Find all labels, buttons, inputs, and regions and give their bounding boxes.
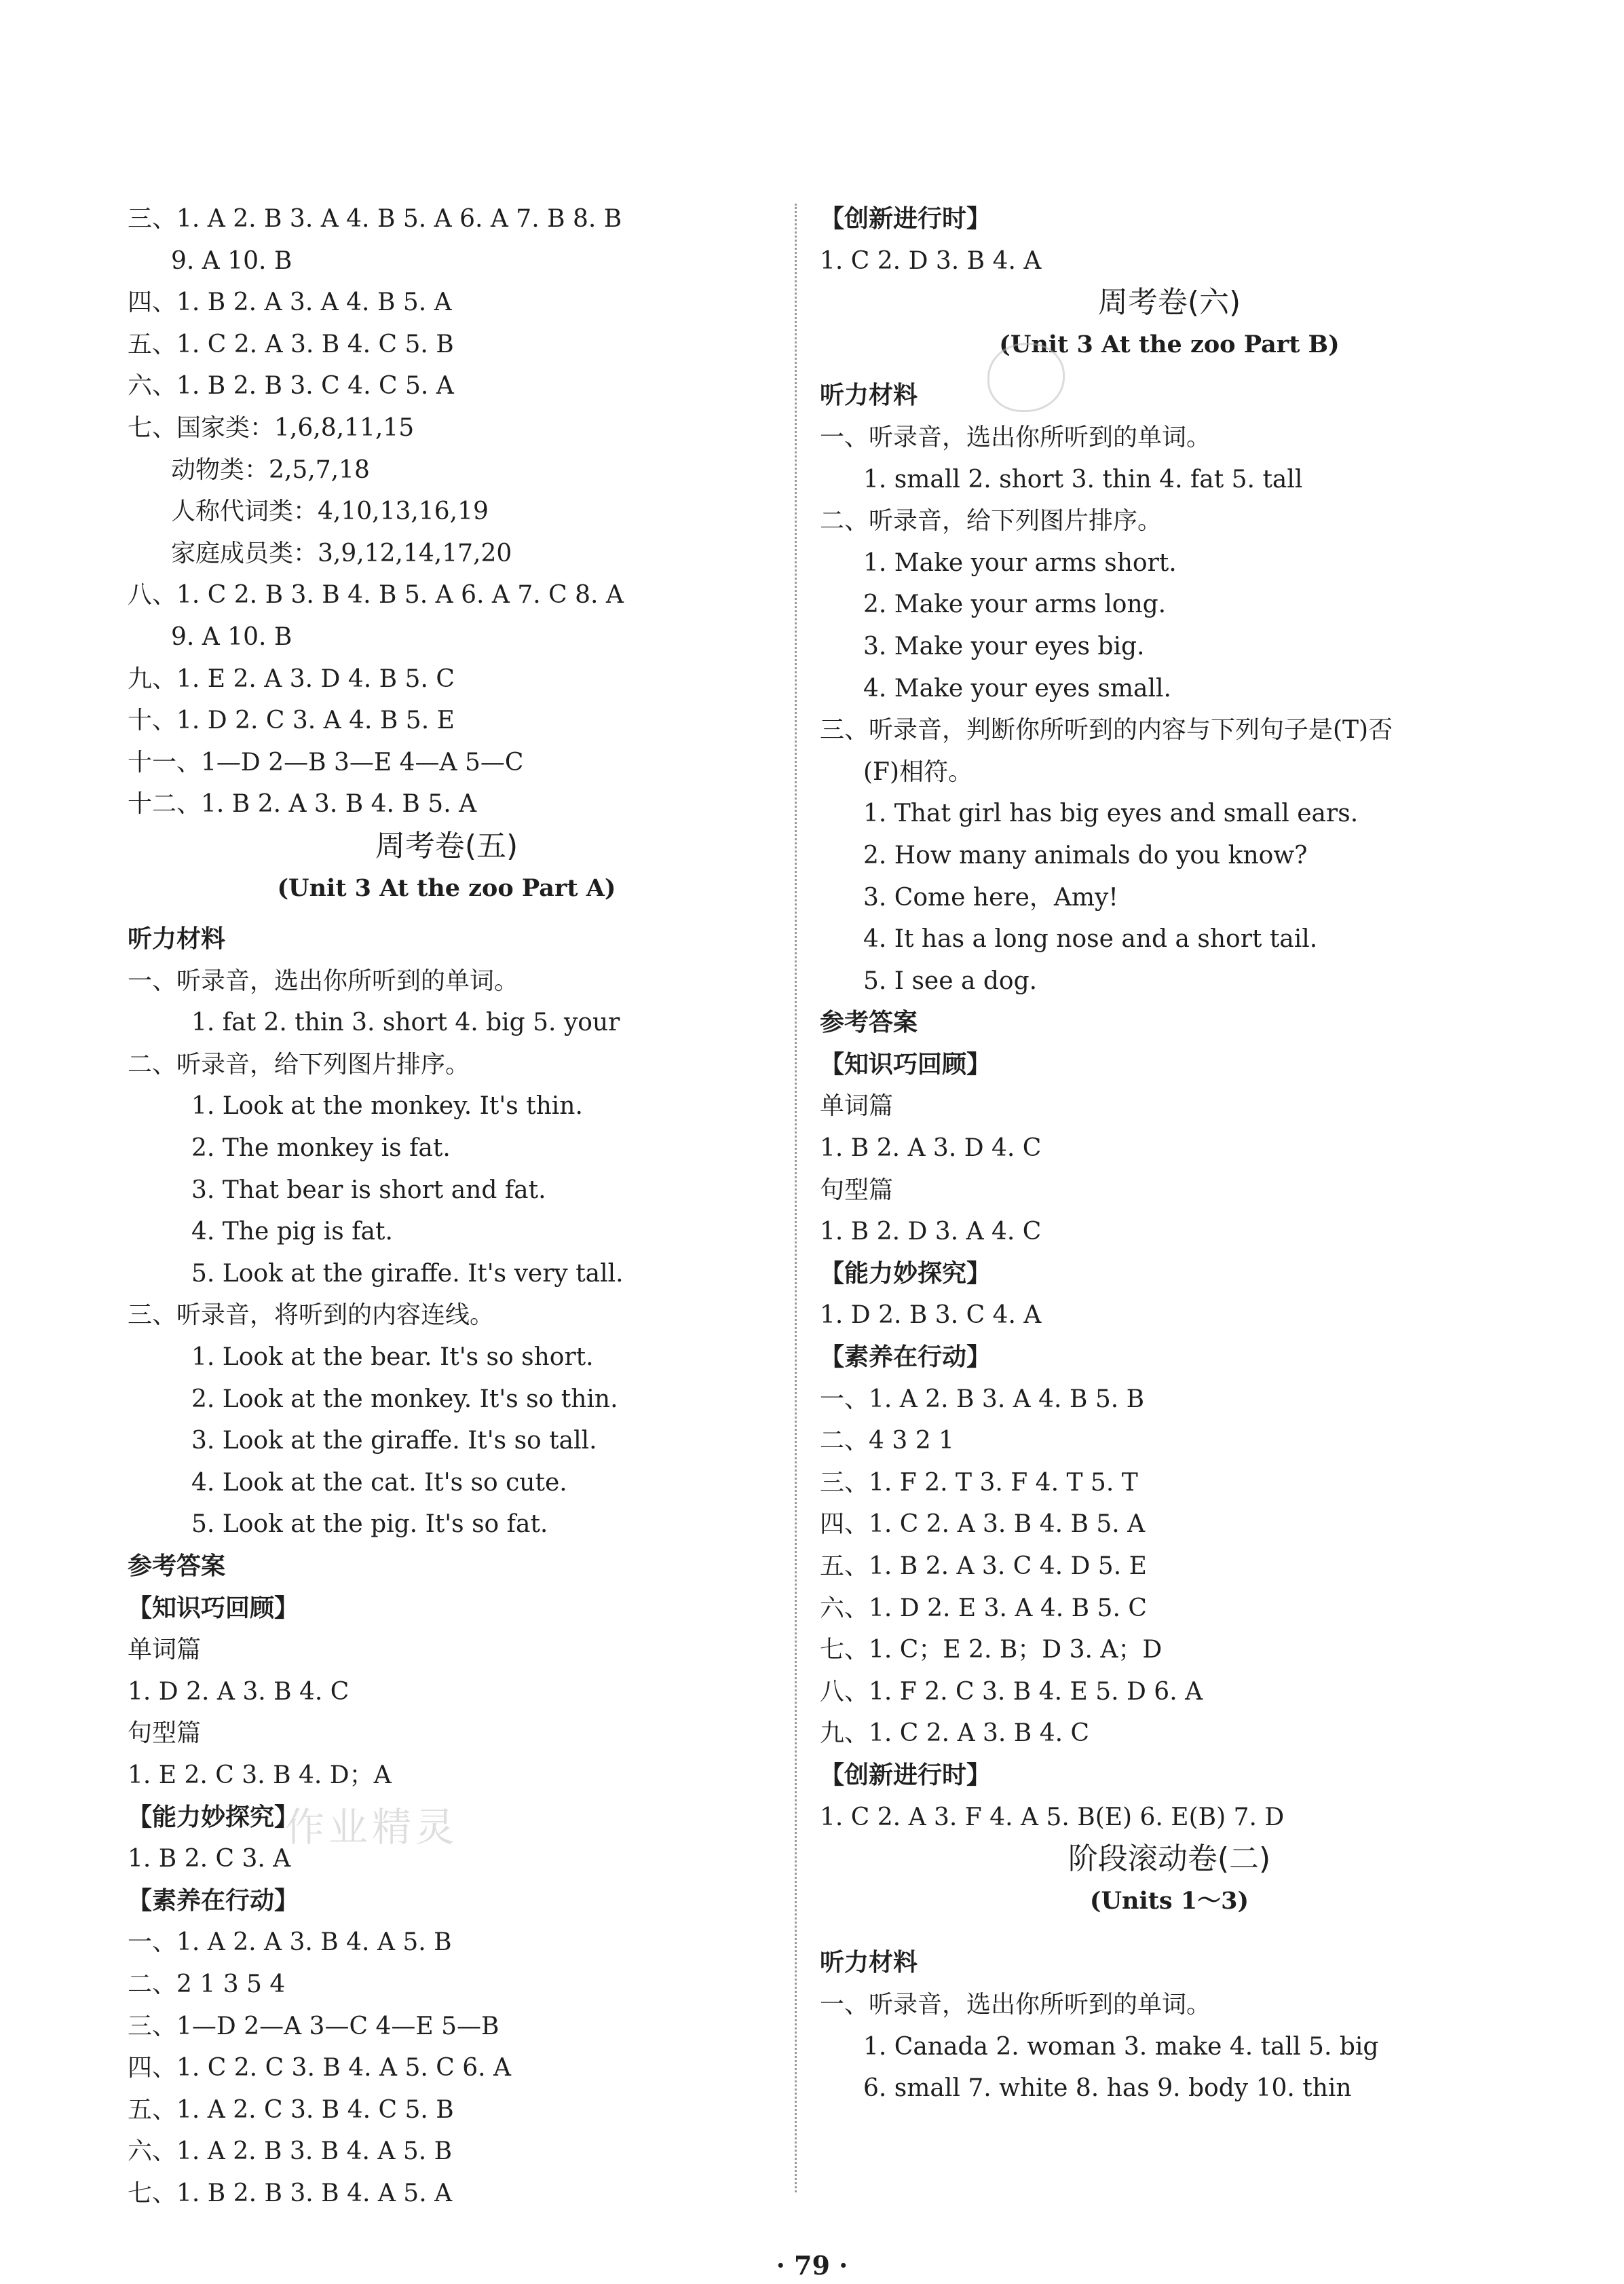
- right-line-12: 4. Make your eyes small.: [863, 674, 1171, 703]
- left-line-11: 九、1. E 2. A 3. D 4. B 5. C: [128, 664, 455, 693]
- right-line-30: 二、4 3 2 1: [820, 1427, 954, 1455]
- left-line-47: 六、1. A 2. B 3. B 4. A 5. B: [128, 2137, 453, 2166]
- left-line-18: 听力材料: [128, 925, 226, 954]
- right-line-31: 三、1. F 2. T 3. F 4. T 5. T: [820, 1468, 1138, 1497]
- left-line-16: (Unit 3 At the zoo Part A): [277, 874, 616, 902]
- right-line-2: 周考卷(六): [1097, 285, 1241, 320]
- left-line-2: 四、1. B 2. A 3. A 4. B 5. A: [128, 288, 452, 317]
- left-line-5: 七、国家类：1,6,8,11,15: [128, 413, 415, 442]
- right-line-8: 二、听录音，给下列图片排序。: [820, 507, 1163, 536]
- left-line-20: 1. fat 2. thin 3. short 4. big 5. your: [191, 1009, 620, 1037]
- left-line-40: 1. B 2. C 3. A: [128, 1845, 291, 1873]
- left-line-48: 七、1. B 2. B 3. B 4. A 5. A: [128, 2179, 453, 2207]
- right-line-19: 5. I see a dog.: [863, 967, 1038, 995]
- left-line-38: 1. E 2. C 3. B 4. D；A: [128, 1761, 392, 1789]
- right-line-29: 一、1. A 2. B 3. A 4. B 5. B: [820, 1385, 1145, 1413]
- left-line-34: 【知识巧回顾】: [128, 1594, 299, 1622]
- right-line-13: 三、听录音，判断你所听到的内容与下列句子是(T)否: [820, 716, 1393, 745]
- left-line-33: 参考答案: [128, 1552, 226, 1580]
- left-line-7: 人称代词类：4,10,13,16,19: [171, 498, 489, 526]
- right-line-22: 单词篇: [820, 1092, 894, 1121]
- right-line-0: 【创新进行时】: [820, 205, 992, 233]
- right-line-14: (F)相符。: [863, 757, 973, 786]
- left-line-35: 单词篇: [128, 1636, 202, 1664]
- left-line-6: 动物类：2,5,7,18: [171, 455, 370, 484]
- right-line-41: (Units 1～3): [1089, 1886, 1249, 1915]
- left-line-3: 五、1. C 2. A 3. B 4. C 5. B: [128, 330, 454, 358]
- left-line-19: 一、听录音，选出你所听到的单词。: [128, 967, 519, 995]
- page-number: · 79 ·: [776, 2250, 848, 2281]
- left-line-24: 3. That bear is short and fat.: [191, 1176, 546, 1204]
- left-line-12: 十、1. D 2. C 3. A 4. B 5. E: [128, 707, 455, 735]
- left-line-10: 9. A 10. B: [171, 622, 292, 651]
- right-column: [820, 198, 1519, 2110]
- right-line-34: 六、1. D 2. E 3. A 4. B 5. C: [820, 1594, 1147, 1622]
- left-line-42: 一、1. A 2. A 3. B 4. A 5. B: [128, 1928, 452, 1957]
- left-line-37: 句型篇: [128, 1719, 202, 1748]
- left-line-21: 二、听录音，给下列图片排序。: [128, 1050, 470, 1079]
- right-line-23: 1. B 2. A 3. D 4. C: [820, 1134, 1042, 1163]
- left-line-1: 9. A 10. B: [171, 246, 292, 275]
- right-line-27: 1. D 2. B 3. C 4. A: [820, 1301, 1042, 1330]
- left-line-43: 二、2 1 3 5 4: [128, 1970, 286, 1998]
- left-line-4: 六、1. B 2. B 3. C 4. C 5. A: [128, 372, 454, 400]
- column-divider: [795, 204, 797, 2192]
- right-line-42: [820, 1922, 1519, 1942]
- right-line-35: 七、1. C；E 2. B；D 3. A；D: [820, 1636, 1163, 1664]
- right-line-21: 【知识巧回顾】: [820, 1050, 992, 1079]
- right-line-44: 一、听录音，选出你所听到的单词。: [820, 1990, 1211, 2019]
- right-line-33: 五、1. B 2. A 3. C 4. D 5. E: [820, 1552, 1147, 1580]
- left-line-30: 3. Look at the giraffe. It's so tall.: [191, 1427, 597, 1455]
- right-line-16: 2. How many animals do you know?: [863, 841, 1308, 869]
- right-line-6: 一、听录音，选出你所听到的单词。: [820, 423, 1211, 451]
- right-line-10: 2. Make your arms long.: [863, 591, 1167, 619]
- left-line-32: 5. Look at the pig. It's so fat.: [191, 1510, 548, 1539]
- right-line-38: 【创新进行时】: [820, 1761, 992, 1789]
- right-line-25: 1. B 2. D 3. A 4. C: [820, 1218, 1042, 1246]
- right-line-5: 听力材料: [820, 381, 918, 410]
- left-line-29: 2. Look at the monkey. It's so thin.: [191, 1385, 618, 1413]
- right-line-24: 句型篇: [820, 1176, 894, 1204]
- right-line-7: 1. small 2. short 3. thin 4. fat 5. tall: [863, 465, 1303, 493]
- left-line-22: 1. Look at the monkey. It's thin.: [191, 1092, 583, 1121]
- left-line-28: 1. Look at the bear. It's so short.: [191, 1343, 594, 1372]
- left-line-17: [128, 909, 766, 918]
- left-line-8: 家庭成员类：3,9,12,14,17,20: [171, 539, 512, 567]
- right-line-26: 【能力妙探究】: [820, 1259, 992, 1288]
- left-line-13: 十一、1—D 2—B 3—E 4—A 5—C: [128, 748, 524, 776]
- left-line-36: 1. D 2. A 3. B 4. C: [128, 1677, 350, 1706]
- stamp-seal-graphic: [987, 343, 1065, 412]
- left-line-0: 三、1. A 2. B 3. A 4. B 5. A 6. A 7. B 8. B: [128, 205, 622, 233]
- left-line-25: 4. The pig is fat.: [191, 1218, 393, 1246]
- right-line-45: 1. Canada 2. woman 3. make 4. tall 5. big: [863, 2032, 1379, 2061]
- left-line-41: 【素养在行动】: [128, 1886, 299, 1915]
- right-line-15: 1. That girl has big eyes and small ears.: [863, 800, 1359, 828]
- left-line-14: 十二、1. B 2. A 3. B 4. B 5. A: [128, 790, 477, 819]
- right-line-1: 1. C 2. D 3. B 4. A: [820, 246, 1042, 275]
- left-line-45: 四、1. C 2. C 3. B 4. A 5. C 6. A: [128, 2054, 512, 2082]
- left-line-39: 【能力妙探究】: [128, 1803, 299, 1831]
- right-line-17: 3. Come here，Amy!: [863, 883, 1118, 912]
- right-line-43: 听力材料: [820, 1949, 918, 1977]
- right-line-36: 八、1. F 2. C 3. B 4. E 5. D 6. A: [820, 1677, 1203, 1706]
- left-line-31: 4. Look at the cat. It's so cute.: [191, 1468, 567, 1497]
- right-line-4: [820, 365, 1519, 375]
- right-line-11: 3. Make your eyes big.: [863, 632, 1145, 660]
- left-line-44: 三、1—D 2—A 3—C 4—E 5—B: [128, 2012, 499, 2040]
- watermark-text: 作业精灵: [285, 1804, 459, 1850]
- right-line-28: 【素养在行动】: [820, 1343, 992, 1372]
- right-line-9: 1. Make your arms short.: [863, 548, 1177, 577]
- right-line-3: (Unit 3 At the zoo Part B): [999, 330, 1340, 358]
- left-line-26: 5. Look at the giraffe. It's very tall.: [191, 1259, 624, 1288]
- left-line-15: 周考卷(五): [375, 828, 518, 863]
- right-line-32: 四、1. C 2. A 3. B 4. B 5. A: [820, 1510, 1146, 1539]
- right-line-46: 6. small 7. white 8. has 9. body 10. thin: [863, 2074, 1352, 2103]
- right-line-37: 九、1. C 2. A 3. B 4. C: [820, 1719, 1090, 1748]
- right-line-39: 1. C 2. A 3. F 4. A 5. B(E) 6. E(B) 7. D: [820, 1803, 1285, 1831]
- right-line-40: 阶段滚动卷(二): [1068, 1841, 1271, 1877]
- left-line-23: 2. The monkey is fat.: [191, 1134, 451, 1163]
- left-line-46: 五、1. A 2. C 3. B 4. C 5. B: [128, 2095, 454, 2124]
- left-line-9: 八、1. C 2. B 3. B 4. B 5. A 6. A 7. C 8. A: [128, 581, 624, 610]
- right-line-20: 参考答案: [820, 1009, 918, 1037]
- left-column: [128, 198, 766, 2215]
- right-line-18: 4. It has a long nose and a short tail.: [863, 925, 1318, 954]
- left-line-27: 三、听录音，将听到的内容连线。: [128, 1301, 495, 1330]
